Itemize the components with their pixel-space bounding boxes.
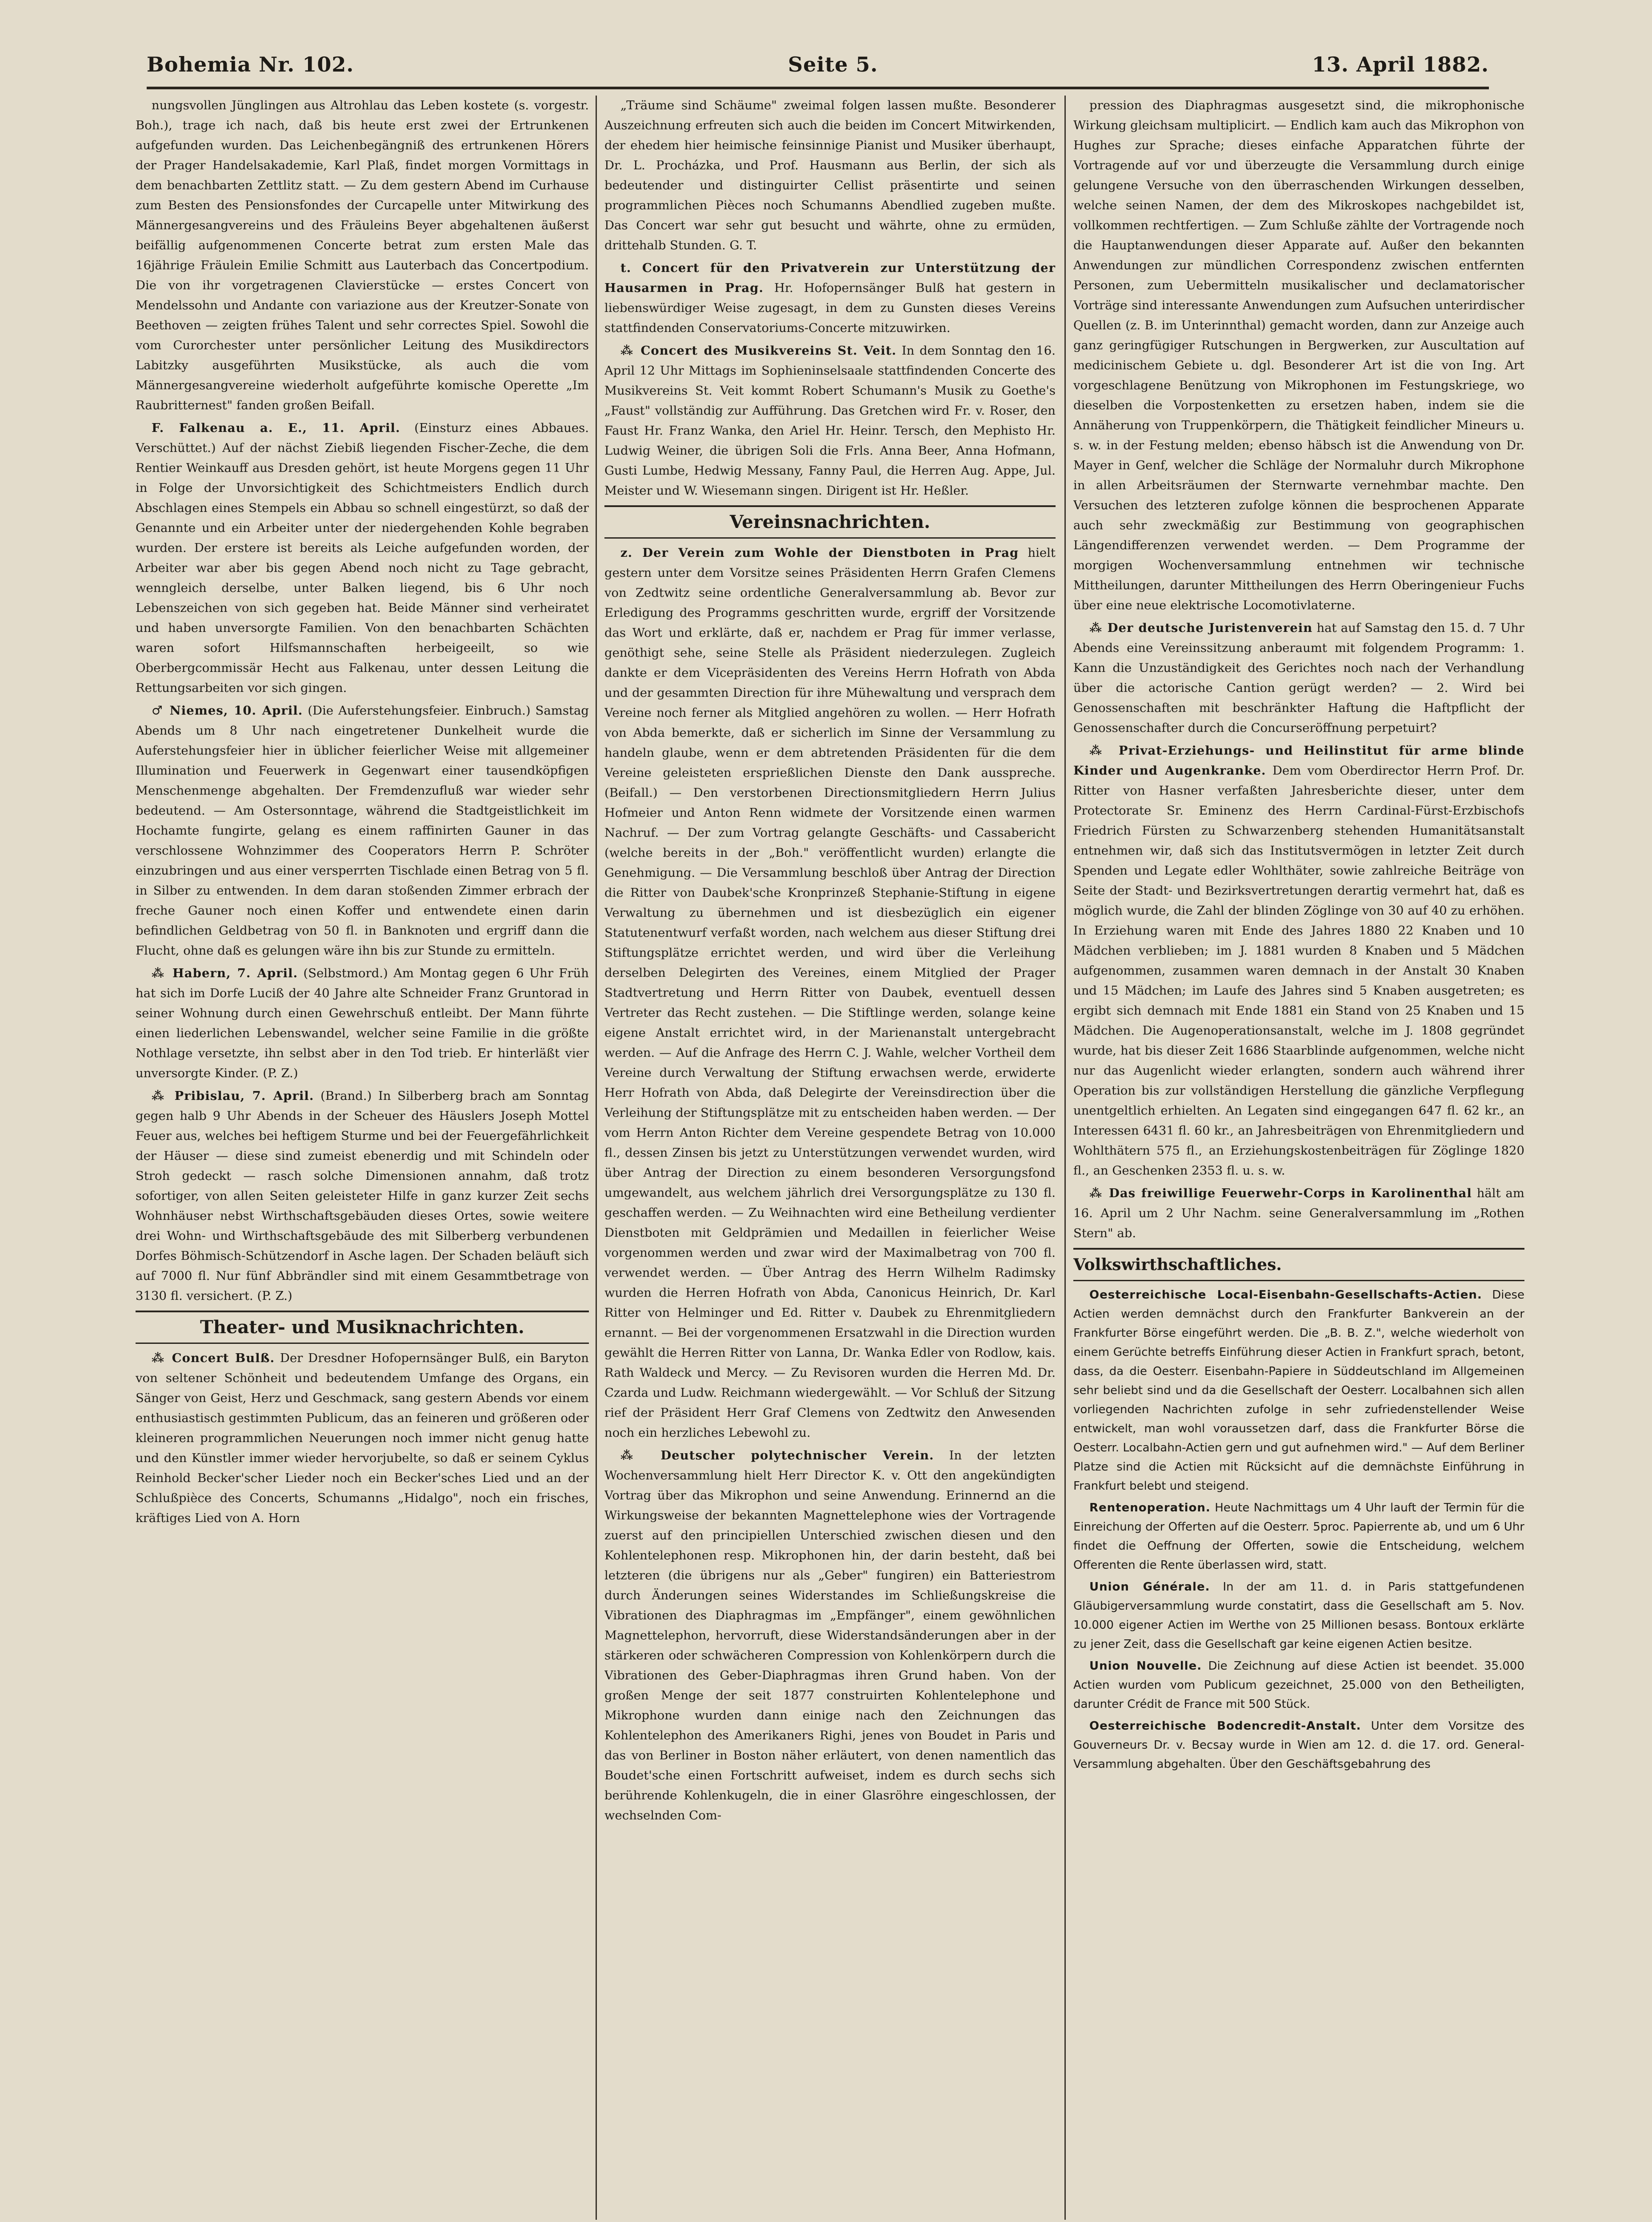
article-body: In der letzten Wochenversammlung hielt Herr Director K. v. Ott den angekündigten Vortrag über das Mikrophon und seine Anwendung. Erinnernd an die Wirkungsweise der bekannten Magnettelephone wies der Vortragende zuerst auf den principiellen Unterschied zwischen diesen und den Kohlentelephonen resp. Mikrophonen hin, der darin besteht, daß bei letzteren (die übrigens nur als „Geber" fungiren) ein Batteriestrom durch Änderungen seines Widerstandes im Schließungskreise die Vibrationen des Diaphragmas im „Empfänger", einem gewöhnlichen Magnettelephon, hervorruft, diese Widerstandsänderungen aber in der stärkeren oder schwächeren Compression von Kohlenkörpern durch die Vibrationen des Geber-Diaphragmas ihren Grund haben. Von der großen Menge der seit 1877 construirten Kohlentelephone und Mikrophone wurden dann einige nach den Zeichnungen das Kohlentelephon des Amerikaners Righi, jenes von Boudet in Paris und das von Berliner in Boston näher erläutert, von denen namentlich das Boudet'sche einen Fortschritt aufweiset, indem es durch sechs sich berührende Kohlenkugeln, die in einer Glasröhre eingeschlossen, der wechselnden Com- <box>604 1448 1056 1822</box>
article-lead: F. Falkenau a. E., 11. April. <box>152 421 400 435</box>
column-divider <box>1064 96 1066 2220</box>
article-paragraph <box>604 1446 1056 1826</box>
article-body: In dem Sonntag den 16. April 12 Uhr Mittags im Sophieninselsaale stattfindenden Concerte des Musikvereins St. Veit kommt Robert Schumann's Musik zu Goethe's „Faust" vollständig zur Aufführung. Das Gretchen wird Fr. v. Roser, den Faust Hr. Franz Wanka, den Ariel Hr. Heinr. Tersch, den Mephisto Hr. Ludwig Weiner, die übrigen Soli die Frls. Anna Beer, Anna Hofmann, Gusti Lumbe, Hedwig Messany, Fanny Paul, die Herren Aug. Appe, Jul. Meister und W. Wiesemann singen. Dirigent ist Hr. Heßler. <box>604 344 1056 498</box>
header-rule <box>147 87 1489 89</box>
article-paragraph <box>136 963 589 1083</box>
article-paragraph <box>1073 1657 1524 1714</box>
article-lead: Oesterreichische Local-Eisenbahn-Gesellschafts-Actien. <box>1089 1288 1482 1302</box>
article-body: „Träume sind Schäume" zweimal folgen lassen mußte. Besonderer Auszeichnung erfreuten sich auch die beiden im Concert Mitwirkenden, der ehedem hier heimische feinsinnige Pianist und Musiker überhaupt, Dr. L. Procházka, und Prof. Hausmann aus Berlin, der sich als bedeutender und distinguirter Cellist präsentirte und seinen programmlichen Pièces noch Schumanns Abendlied zugeben mußte. Das Concert war sehr gut besucht und währte, ohne zu ermüden, drittehalb Stunden. G. T. <box>604 98 1056 252</box>
article-lead: ⁂ Habern, 7. April. <box>152 966 298 980</box>
article-lead: Oesterreichische Bodencredit-Anstalt. <box>1089 1719 1361 1733</box>
article-lead: ⁂ Concert Bulß. <box>152 1351 275 1365</box>
article-paragraph <box>604 341 1056 501</box>
article-body: (Die Auferstehungsfeier. Einbruch.) Samstag Abends um 8 Uhr nach eingetretener Dunkelheit wurde die Auferstehungsfeier hier in üblicher feierlicher Weise mit allgemeiner Illumination und Feuerwerk in Gegenwart einer tausendköpfigen Menschenmenge abgehalten. Der Fremdenzufluß war wieder sehr bedeutend. — Am Ostersonntage, während die Stadtgeistlichkeit im Hochamte fungirte, gelang es einem raffinirten Gauner in das verschlossene Wohnzimmer des Cooperators Herrn P. Schröter einzubringen und aus einer versperrten Tischlade einen Betrag von 5 fl. in Silber zu entwenden. In dem daran stoßenden Zimmer erbrach der freche Gauner noch einen Koffer und entwendete einen darin befindlichen Geldbetrag von 50 fl. in Banknoten und ergriff dann die Flucht, ohne daß es gelungen wäre ihn bis zur Stunde zu ermitteln. <box>136 703 589 958</box>
article-lead: ⁂ Concert des Musikvereins St. Veit. <box>620 344 897 358</box>
article-paragraph <box>1073 741 1524 1181</box>
section-heading-theater: Theater- und Musiknachrichten. <box>136 1311 589 1344</box>
article-paragraph <box>136 96 589 416</box>
article-lead: ♂ Niemes, 10. April. <box>152 703 303 718</box>
col2-after-articles <box>604 543 1056 1826</box>
col2-articles <box>604 96 1056 501</box>
article-body: hielt gestern unter dem Vorsitze seines Präsidenten Herrn Grafen Clemens von Zedtwitz seine ordentliche Generalversammlung ab. Bevor zur Erledigung des Programms geschritten wurde, ergriff der Vorsitzende das Wort und erklärte, daß er, nachdem er Prag für immer verlasse, genöthigt sehe, seine Stelle als Präsident niederzulegen. Zugleich dankte er dem Vicepräsidenten des Vereins Herrn Hofrath von Abda und der gesammten Direction für ihre Mühewaltung und versprach dem Vereine noch ferner als Mitglied angehören zu wollen. — Herr Hofrath von Abda bemerkte, daß er sicherlich im Sinne der Versammlung zu handeln glaube, wenn er dem abtretenden Präsidenten für die dem Vereine geleisteten ersprießlichen Dienste den Dank ausspreche. (Beifall.) — Den verstorbenen Directionsmitgliedern Herrn Julius Hofmeier und Anton Renn widmete der Vorsitzende einen warmen Nachruf. — Der zum Vortrag gelangte Geschäfts- und Cassabericht (welche bereits in der „Boh." veröffentlicht wurden) erlangte die Genehmigung. — Die Versammlung beschloß über Antrag der Direction die Ritter von Daubek'sche Kronprinzeß Stephanie-Stiftung in eigene Verwaltung zu übernehmen und ist diesbezüglich ein eigener Statutenentwurf verfaßt worden, nach welchem aus dieser Stiftung drei Stiftungsplätze errichtet werden, und wird über die Verleihung derselben Delegirten des Vereines, einem Mitglied der Prager Stadtvertretung und Herrn Ritter von Daubek, eventuell dessen Vertreter das Recht zustehen. — Die Stiftlinge werden, solange keine eigene Anstalt errichtet wird, in der Marienanstalt untergebracht werden. — Auf die Anfrage des Herrn C. J. Wahle, welcher Vortheil dem Vereine durch Verwaltung der Stiftung erwachsen werde, erwiderte Herr Hofrath von Abda, daß Delegirte der Vereinsdirection über die Verleihung der Stiftungsplätze mit zu entscheiden haben werden. — Der vom Herrn Anton Richter dem Vereine gespendete Betrag von 10.000 fl., dessen Zinsen bis jetzt zu Unterstützungen verwendet wurden, wird über Antrag der Direction zu einem besonderen Versorgungsfond umgewandelt, aus welchem jährlich drei Versorgungsplätze zu 130 fl. geschaffen werden. — Zu Weihnachten wird eine Betheilung verdienter Dienstboten mit Geldprämien und Medaillen in feierlicher Weise vorgenommen werden und zwar wird der Maximalbetrag von 700 fl. verwendet werden. — Über Antrag des Herrn Wilhelm Radimsky wurden die Herren Hofrath von Abda, Canonicus Heinrich, Dr. Karl Ritter von Helminger und Ed. Ritter v. Daubek zu Ehrenmitgliedern ernannt. — Bei der vorgenommenen Ersatzwahl in die Direction wurden gewählt die Herren Ritter von Lanna, Dr. Wanka Edler von Rodlow, kais. Rath Waldeck und Mercy. — Zu Revisoren wurden die Herren Md. Dr. Czarda und Ludw. Reichmann wiedergewählt. — Vor Schluß der Sitzung rief der Präsident Herr Graf Clemens von Zedtwitz den Anwesenden noch ein herzliches Lebewohl zu. <box>604 546 1056 1440</box>
article-body: Dem vom Oberdirector Herrn Prof. Dr. Ritter von Hasner verfaßten Jahresberichte dieser, unter dem Protectorate Sr. Eminenz des Herrn Cardinal-Fürst-Erzbischofs Friedrich Fürsten zu Schwarzenberg stehenden Humanitätsanstalt entnehmen wir, daß sich das Institutsvermögen in letzter Zeit durch Spenden und Legate edler Wohlthäter, sowie zahlreiche Beiträge von Seite der Stadt- und Bezirksvertretungen derartig vermehrt hat, daß es möglich wurde, die Zahl der blinden Zöglinge von 30 auf 40 zu erhöhen. In Erziehung waren mit Ende des Jahres 1880 22 Knaben und 10 Mädchen verblieben; im J. 1881 wurden 8 Knaben und 5 Mädchen aufgenommen, zusammen waren demnach in der Anstalt 30 Knaben und 15 Mädchen; im Laufe des Jahres sind 5 Knaben ausgetreten; es ergibt sich demnach mit Ende 1881 ein Stand von 25 Knaben und 15 Mädchen. Die Augenoperationsanstalt, welche im J. 1808 gegründet wurde, hat bis dieser Zeit 1686 Staarblinde aufgenommen, welche nicht nur das Augenlicht wieder erlangten, sondern auch während ihrer Operation bis zur vollständigen Herstellung die gänzliche Verpflegung unentgeltlich erhielten. An Legaten sind eingegangen 647 fl. 62 kr., an Interessen 6431 fl. 60 kr., an Jahresbeiträgen von Ehrenmitgliedern und Wohlthätern 575 fl., an Erziehungskostenbeiträgen für Zöglinge 1820 fl., an Geschenken 2353 fl. u. s. w. <box>1073 763 1524 1178</box>
article-body: hält am 16. April um 2 Uhr Nachm. seine Generalversammlung im „Rothen Stern" ab. <box>1073 1186 1524 1240</box>
article-lead: ⁂ Pribislau, 7. April. <box>152 1089 314 1103</box>
article-paragraph <box>604 543 1056 1443</box>
article-lead: ⁂ Der deutsche Juristenverein <box>1089 621 1313 635</box>
article-paragraph <box>1073 96 1524 615</box>
article-body: Heute Nachmittags um 4 Uhr lauft der Termin für die Einreichung der Offerten auf die Oesterr. 5proc. Papierrente ab, und um 6 Uhr findet die Oeffnung der Offerten, sowie die Entscheidung, welchem Offerenten die Rente überlassen wird, statt. <box>1073 1501 1524 1572</box>
article-body: pression des Diaphragmas ausgesetzt sind, die mikrophonische Wirkung gleichsam multiplicirt. — Endlich kam auch das Mikrophon von Hughes zur Sprache; dieses einfache Apparatchen führte der Vortragende auf vor und überzeugte die Versammlung durch einige gelungene Versuche von den überraschenden Wirkungen desselben, welche seinen Namen, der dem des Mikroskopes nachgebildet ist, vollkommen rechtfertigen. — Zum Schluße zählte der Vortragende noch die Hauptanwendungen dieser Apparate auf. Außer den bekannten Anwendungen zur mündlichen Correspondenz zwischen entfernten Personen, zum Uebermitteln musikalischer und declamatorischer Vorträge sind interessante Anwendungen zum Aufsuchen unterirdischer Quellen (z. B. im Unterinnthal) gemacht worden, dann zur Anzeige auch ganz geringfügiger Rutschungen in Bergwerken, zur Auscultation auf medicinischem Gebiete u. dgl. Besonderer Art ist die von Ing. Art vorgeschlagene Benützung von Mikrophonen im Festungskriege, wo dieselben die Vorpostenketten zu ersetzen haben, indem sie die Annäherung von Truppenkörpern, die Thätigkeit feindlicher Mineurs u. s. w. in der Festung melden; ebenso häbsch ist die Anwendung von Dr. Mayer in Genf, welcher die Schläge der Normaluhr durch Mikrophone in allen Arbeitsräumen der Sternwarte vernehmbar machte. Den Versuchen des letzteren zufolge können die besprochenen Apparate auch sehr zweckmäßig zur Bestimmung von geographischen Längendifferenzen verwendet werden. — Dem Programme der morgigen Wochenversammlung entnehmen wir technische Mittheilungen, darunter Mittheilungen des Herrn Oberingenieur Fuchs über eine neue elektrische Locomotivlaterne. <box>1073 98 1524 612</box>
article-lead: t. Concert für den Privatverein zur Unterstützung der Hausarmen in Prag. <box>604 261 1056 295</box>
column-1 <box>136 96 589 2220</box>
article-lead: Rentenoperation. <box>1089 1501 1211 1515</box>
article-paragraph <box>1073 1717 1524 1774</box>
article-lead: z. Der Verein zum Wohle der Dienstboten in Prag <box>620 546 1019 560</box>
article-paragraph <box>604 96 1056 256</box>
section-heading-volkswirthschaft: Volkswirthschaftliches. <box>1073 1248 1524 1281</box>
article-paragraph <box>136 701 589 961</box>
article-lead: Union Nouvelle. <box>1089 1659 1202 1673</box>
col3-after-articles <box>1073 1286 1524 1774</box>
section-heading-vereine: Vereinsnachrichten. <box>604 505 1056 539</box>
article-paragraph <box>136 1348 589 1528</box>
article-body: (Selbstmord.) Am Montag gegen 6 Uhr Früh hat sich im Dorfe Luciß der 40 Jahre alte Schneider Franz Gruntorad in seiner Wohnung durch einen Gewehrschuß entleibt. Der Mann führte einen liederlichen Lebenswandel, welcher seine Familie in die größte Nothlage versetzte, ihn selbst aber in den Tod trieb. Er hinterläßt vier unversorgte Kinder. (P. Z.) <box>136 966 589 1080</box>
article-paragraph <box>604 258 1056 338</box>
page-header <box>147 47 1489 82</box>
paper-issue: Bohemia Nr. 102. <box>147 52 354 76</box>
article-body: Die Zeichnung auf diese Actien ist beendet. 35.000 Actien wurden vom Publicum gezeichnet, 25.000 von den Betheiligten, darunter Crédit de France mit 500 Stück. <box>1073 1659 1524 1711</box>
article-paragraph <box>1073 618 1524 738</box>
article-lead: ⁂ Das freiwillige Feuerwehr-Corps in Karolinenthal <box>1089 1186 1472 1200</box>
col1-after-articles <box>136 1348 589 1528</box>
article-paragraph <box>1073 1286 1524 1496</box>
article-body: nungsvollen Jünglingen aus Altrohlau das Leben kostete (s. vorgestr. Boh.), trage ich nach, daß bis heute erst zwei der Ertrunkenen aufgefunden wurden. Das Leichenbegängniß des ertrunkenen Hörers der Prager Handelsakademie, Karl Plaß, findet morgen Vormittags in dem benachbarten Zettlitz statt. — Zu dem gestern Abend im Curhause zum Besten des Pensionsfondes der Curcapelle unter Mitwirkung des Männergesangvereins und des Fräuleins Beyer abgehaltenen äußerst beifällig aufgenommenen Concerte betrat zum ersten Male das 16jährige Fräulein Emilie Schmitt aus Lauterbach das Concertpodium. Die von ihr vorgetragenen Clavierstücke — erstes Concert von Mendelssohn und Andante con variazione aus der Kreutzer-Sonate von Beethoven — zeigten frühes Talent und sehr correctes Spiel. Sowohl die vom Curorchester unter persönlicher Leitung des Musikdirectors Labitzky ausgeführten Musikstücke, als auch die vom Männergesangvereine wiederholt aufgeführte komische Operette „Im Raubritternest" fanden großen Beifall. <box>136 98 589 412</box>
column-2 <box>604 96 1056 2220</box>
article-body: (Einsturz eines Abbaues. Verschüttet.) Auf der nächst Ziebiß liegenden Fischer-Zeche, die dem Rentier Weinkauff aus Dresden gehört, ist heute Morgens gegen 11 Uhr in Folge der Unvorsichtigkeit des Schichtmeisters Endlich durch Abschlagen eines Stempels ein Abbau so schnell eingestürzt, so daß der Genannte und ein Arbeiter unter der niedergehenden Kohle begraben wurden. Der erstere ist bereits als Leiche aufgefunden worden, der Arbeiter war aber bis gegen Abend noch nicht zu Tage gebracht, wenngleich derselbe, unter Balken liegend, bis 6 Uhr noch Lebenszeichen von sich gegeben hat. Beide Männer sind verheiratet und haben unversorgte Familien. Von den benachbarten Schächten waren sofort Hilfsmannschaften herbeigeeilt, so wie Oberbergcommissär Hecht aus Falkenau, unter dessen Leitung die Rettungsarbeiten vor sich gingen. <box>136 421 589 695</box>
article-body: In der am 11. d. in Paris stattgefundenen Gläubigerversammlung wurde constatirt, dass die Gesellschaft am 5. Nov. 10.000 eigener Actien im Werthe von 25 Millionen besass. Bontoux erklärte zu jener Zeit, dass die Gesellschaft gar keine eigenen Actien besitze. <box>1073 1580 1524 1651</box>
article-lead: ⁂ Privat-Erziehungs- und Heilinstitut für arme blinde Kinder und Augenkranke. <box>1073 743 1524 778</box>
article-paragraph <box>1073 1578 1524 1654</box>
article-paragraph <box>1073 1499 1524 1575</box>
column-divider <box>596 96 597 2220</box>
article-body: Unter dem Vorsitze des Gouverneurs Dr. v. Becsay wurde in Wien am 12. d. die 17. ord. General-Versammlung abgehalten. Über den Geschäftsgebahrung des <box>1073 1719 1524 1771</box>
article-body: (Brand.) In Silberberg brach am Sonntag gegen halb 9 Uhr Abends in der Scheuer des Häuslers Joseph Mottel Feuer aus, welches bei heftigem Sturme und bei der Feuergefährlichkeit der Häuser — diese sind zumeist ebenerdig und mit Schindeln oder Stroh gedeckt — rasch solche Dimensionen annahm, daß trotz sofortiger, von allen Seiten geleisteter Hilfe in ganz kurzer Zeit sechs Wohnhäuser nebst Wirthschaftsgebäuden dieses Ortes, sowie weitere drei Wohn- und Wirthschaftsgebäude des mit Silberberg verbundenen Dorfes Böhmisch-Schützendorf in Asche lagen. Der Schaden beläuft sich auf 7000 fl. Nur fünf Abbrändler sind mit einem Gesammtbetrage von 3130 fl. versichert. (P. Z.) <box>136 1089 589 1303</box>
col3-articles <box>1073 96 1524 1243</box>
article-paragraph <box>136 418 589 698</box>
issue-date: 13. April 1882. <box>1312 52 1489 76</box>
article-lead: ⁂ Deutscher polytechnischer Verein. <box>620 1448 934 1463</box>
article-body: Der Dresdner Hofopernsänger Bulß, ein Baryton von seltener Schönheit und bedeutendem Umfange des Organs, ein Sänger von Geist, Herz und Geschmack, sang gestern Abends vor einem enthusiastisch gestimmten Publicum, das an feineren und größeren oder kleineren programmlichen Neuerungen noch immer nicht genug hatte und den Künstler immer wieder hervorjubelte, so daß er seinem Cyklus Reinhold Becker'scher Lieder noch ein Becker'sches Lied und an der Schlußpièce des Concerts, Schumanns „Hidalgo", noch ein frisches, kräftiges Lied von A. Horn <box>136 1351 589 1525</box>
page-number: Seite 5. <box>788 52 878 76</box>
article-lead: Union Générale. <box>1089 1580 1210 1594</box>
article-body: Hr. Hofopernsänger Bulß hat gestern in liebenswürdiger Weise zugesagt, in dem zu Gunsten dieses Vereins stattfindenden Conservatoriums-Concerte mitzuwirken. <box>604 281 1056 335</box>
article-body: hat auf Samstag den 15. d. 7 Uhr Abends eine Vereinssitzung anberaumt mit folgendem Programm: 1. Kann die Unzuständigkeit des Gerichtes noch nach der Verhandlung über die actorische Cantion gerügt werden? — 2. Wird bei Genossenschaften mit beschränkter Haftung die Haftpflicht der Genossenschafter durch die Concurseröffnung perpetuirt? <box>1073 621 1524 735</box>
article-body: Diese Actien werden demnächst durch den Frankfurter Bankverein an der Frankfurter Börse eingeführt werden. Die „B. B. Z.", welche wiederholt von einem Gerüchte betreffs Einführung dieser Actien in Frankfurt sprach, betont, dass, da die Oesterr. Eisenbahn-Papiere in Süddeutschland im Allgemeinen sehr beliebt sind und da die Gesellschaft der Oesterr. Localbahnen sich allen vorliegenden Nachrichten zufolge in sehr zufriedenstellender Weise entwickelt, man wohl voraussetzen darf, dass die Frankfurter Börse die Oesterr. Localbahn-Actien gern und gut aufnehmen wird." — Auf dem Berliner Platze sind die Actien mit Rücksicht auf die demnächste Einführung in Frankfurt belebt und steigend. <box>1073 1288 1524 1493</box>
column-3 <box>1073 96 1524 2220</box>
article-paragraph <box>136 1086 589 1306</box>
col1-articles <box>136 96 589 1306</box>
article-paragraph <box>1073 1183 1524 1243</box>
